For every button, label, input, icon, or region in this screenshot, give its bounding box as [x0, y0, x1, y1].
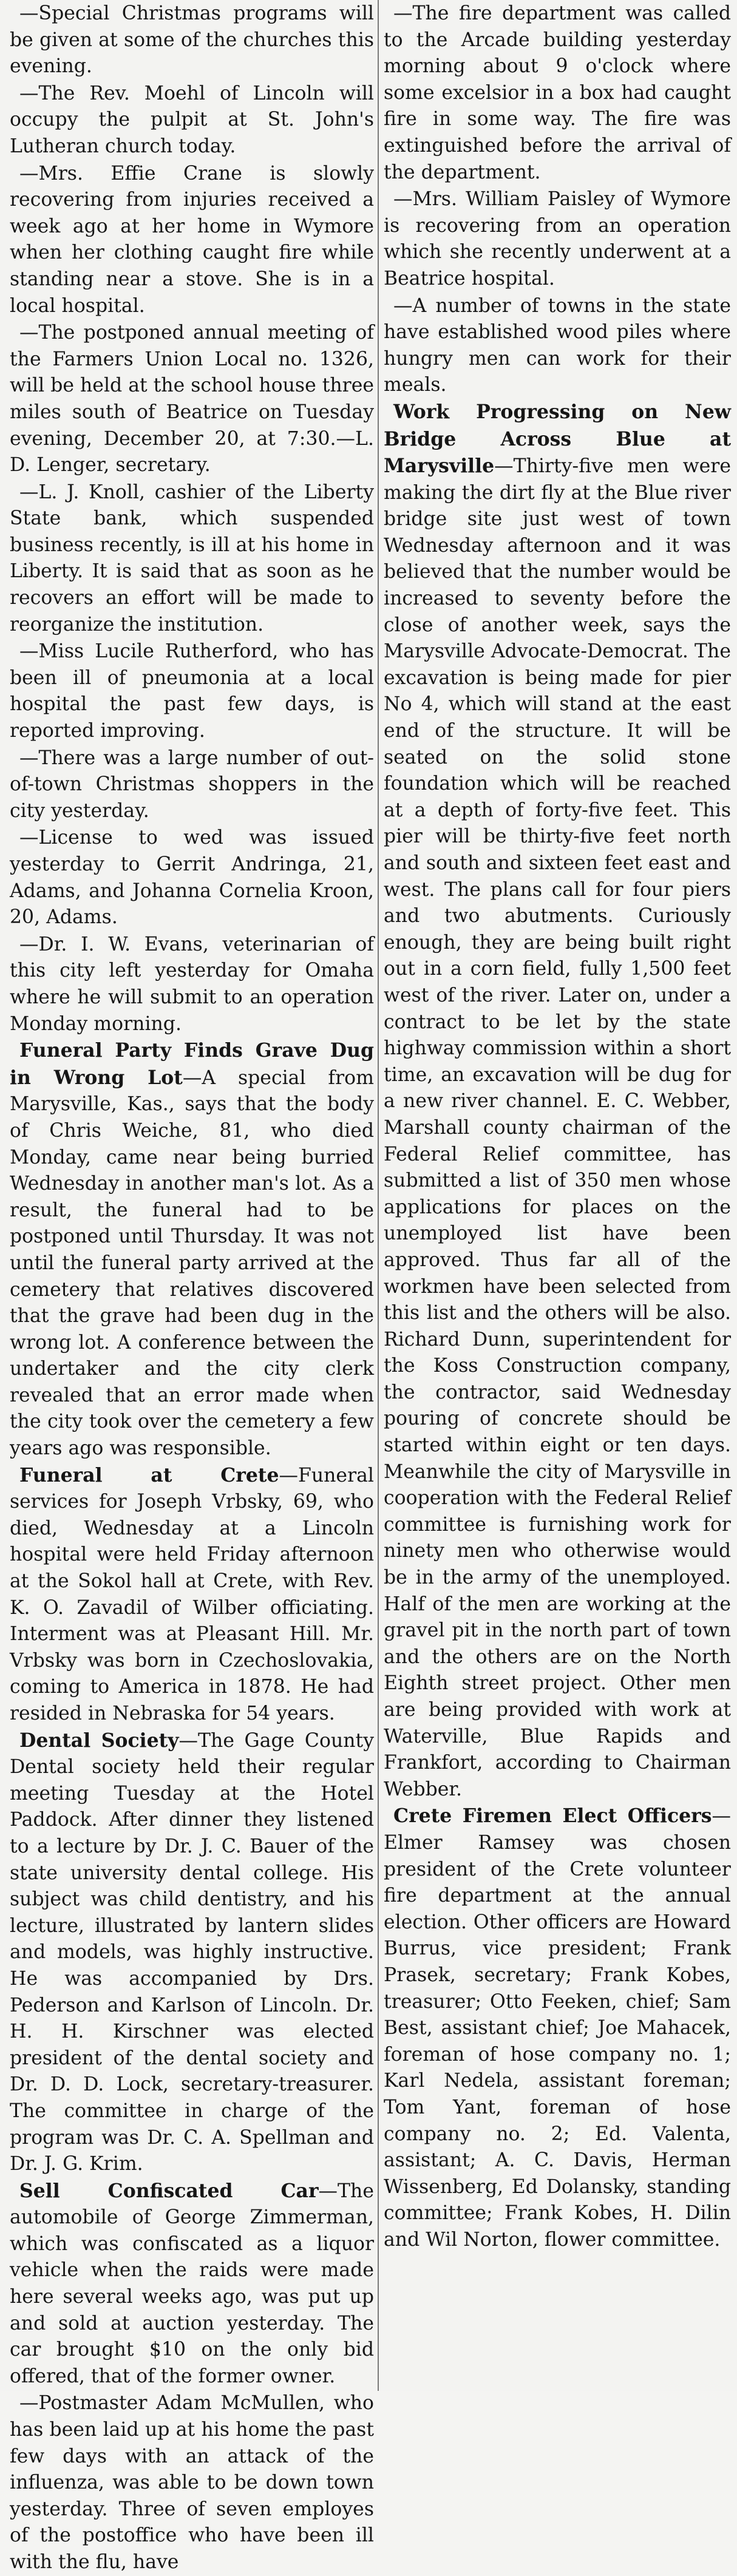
item-text: —A special from Marysville, Kas., says that the body of Chris Weiche, 81, who died Monday, came near being burried Wednesday in another man's lot. As a result, the funeral had to be postponed until Thursday. It was not until the funeral party arrived at the cemetery that relatives discovered that the grave had been dug in the wrong lot. A conference between the undertaker and the city clerk revealed that an error made when the city took over the cemetery a few years ago was responsible. [10, 1066, 374, 1460]
item-headline: Work Progressing on New Bridge Across Blue at Marysville [384, 400, 731, 478]
item-text: —The postponed annual meeting of the Farmers Union Local no. 1326, will be held at the school house three miles south of Beatrice on Tuesday evening, December 20, at 7:30.—L. D. Lenger, secretary. [10, 322, 375, 476]
item-headline: Funeral Party Finds Grave Dug in Wrong Lot [10, 1039, 374, 1089]
item-text: —Dr. I. W. Evans, veterinarian of this city left yesterday for Omaha where he will submit to an operation Monday morning. [10, 933, 374, 1035]
news-item [384, 0, 731, 186]
news-item [10, 2390, 374, 2575]
item-text: —Funeral services for Joseph Vrbsky, 69, who died, Wednesday at a Lincoln hospital were held Friday afternoon at the Sokol hall at Crete, with Rev. K. O. Zavadil of Wilber officiating. Interment was at Pleasant Hill. Mr. Vrbsky was born in Czechoslovakia, coming to America in 1878. He had resided in Nebraska for 54 years. [10, 1464, 374, 1724]
item-headline: Crete Firemen Elect Officers [393, 1805, 712, 1828]
news-item [10, 931, 374, 1037]
item-text: —Miss Lucile Rutherford, who has been ill of pneumonia at a local hospital the past few days, is reported improving. [10, 640, 374, 742]
news-item [384, 186, 731, 292]
right-column [384, 0, 731, 2253]
column-divider [378, 0, 379, 2391]
item-text: —The fire department was called to the Arcade building yesterday morning about 9 o'clock where some excelsior in a box had caught fire in some way. The fire was extinguished before the arrival of the department. [384, 2, 731, 183]
news-item [10, 2178, 374, 2390]
news-item [384, 399, 731, 1803]
item-text: —The Rev. Moehl of Lincoln will occupy the pulpit at St. John's Lutheran church today. [10, 82, 374, 157]
item-text: —The automobile of George Zimmerman, which was confiscated as a liquor vehicle when the raids were made here several weeks ago, was put up and sold at auction yesterday. The car brought $10 on the only bid offered, that of the former owner. [10, 2180, 374, 2387]
news-item [384, 1803, 731, 2253]
news-item [10, 80, 374, 160]
item-text: —There was a large number of out-of-town Christmas shoppers in the city yesterday. [10, 747, 374, 822]
news-item [10, 479, 374, 639]
news-item [10, 319, 374, 479]
item-headline: Dental Society [19, 1729, 179, 1752]
item-headline: Funeral at Crete [19, 1463, 279, 1486]
news-item [384, 293, 731, 399]
item-text: —License to wed was issued yesterday to Gerrit Andringa, 21, Adams, and Johanna Cornelia Kroon, 20, Adams. [10, 827, 374, 929]
item-text: —Mrs. William Paisley of Wymore is recovering from an operation which she recently underwent at a Beatrice hospital. [384, 188, 731, 290]
news-item [10, 1037, 374, 1462]
left-column [10, 0, 374, 2576]
news-item [10, 824, 374, 930]
news-item [10, 638, 374, 744]
news-item [10, 745, 374, 825]
news-item [10, 160, 374, 320]
item-text: —L. J. Knoll, cashier of the Liberty State bank, which suspended business recently, is ill at his home in Liberty. It is said that as soon as he recovers an effort will be made to reorganize the institution. [10, 481, 374, 636]
item-text: —Postmaster Adam McMullen, who has been laid up at his home the past few days with an attack of the influenza, was able to be down town yesterday. Three of seven employes of the postoffice who have been ill with the flu, have [10, 2392, 374, 2573]
item-text: —Elmer Ramsey was chosen president of the Crete volunteer fire department at the annual election. Other officers are Howard Burrus, vice president; Frank Prasek, secretary; Frank Kobes, treasurer; Otto Feeken, chief; Sam Best, assistant chief; Joe Mahacek, foreman of hose company no. 1; Karl Nedela, assistant foreman; Tom Yant, foreman of hose company no. 2; Ed. Valenta, assistant; A. C. Davis, Herman Wissenberg, Ed Dolansky, standing committee; Frank Kobes, H. Dilin and Wil Norton, flower committee. [384, 1805, 731, 2251]
item-headline: Sell Confiscated Car [19, 2179, 319, 2202]
item-text: —The Gage County Dental society held their regular meeting Tuesday at the Hotel Paddock. After dinner they listened to a lecture by Dr. J. C. Bauer of the state university dental college. His subject was child dentistry, and his lecture, illustrated by lantern slides and models, was highly instructive. He was accompanied by Drs. Pederson and Karlson of Lincoln. Dr. H. H. Kirschner was elected president of the dental society and Dr. D. D. Lock, secretary-treasurer. The committee in charge of the program was Dr. C. A. Spellman and Dr. J. G. Krim. [10, 1729, 374, 2175]
news-item [10, 0, 374, 80]
item-text: —A number of towns in the state have established wood piles where hungry men can work for their meals. [384, 294, 731, 396]
item-text: —Special Christmas programs will be given at some of the churches this evening. [10, 2, 374, 78]
item-text: —Mrs. Effie Crane is slowly recovering from injuries received a week ago at her home in Wymore when her clothing caught fire while standing near a stove. She is in a local hospital. [10, 162, 374, 317]
news-item [10, 1462, 374, 1727]
item-text: —Thirty-five men were making the dirt fly at the Blue river bridge site just west of town Wednesday afternoon and it was believed that the number would be increased to seventy before the close of another week, says the Marysville Advocate-Democrat. The excavation is being made for pier No 4, which will stand at the east end of the structure. It will be seated on the solid stone foundation which will be reached at a depth of forty-five feet. This pier will be thirty-five feet north and south and sixteen feet east and west. The plans call for four piers and two abutments. Curiously enough, they are being built right out in a corn field, fully 1,500 feet west of the river. Later on, under a contract to be let by the state highway commission within a short time, an excavation will be dug for a new river channel. E. C. Webber, Marshall county chairman of the Federal Relief committee, has submitted a list of 350 men whose applications for places on the unemployed list have been approved. Thus far all of the workmen have been selected from this list and the others will be also. Richard Dunn, superintendent for the Koss Construction company, the contractor, said Wednesday pouring of concrete should be started within eight or ten days. Meanwhile the city of Marysville in cooperation with the Federal Relief committee is furnishing work for ninety men who otherwise would be in the army of the unemployed. Half of the men are working at the gravel pit in the north part of town and the others are on the North Eighth street project. Other men are being provided with work at Waterville, Blue Rapids and Frankfort, according to Chairman Webber. [384, 455, 731, 1800]
news-item [10, 1727, 374, 2178]
